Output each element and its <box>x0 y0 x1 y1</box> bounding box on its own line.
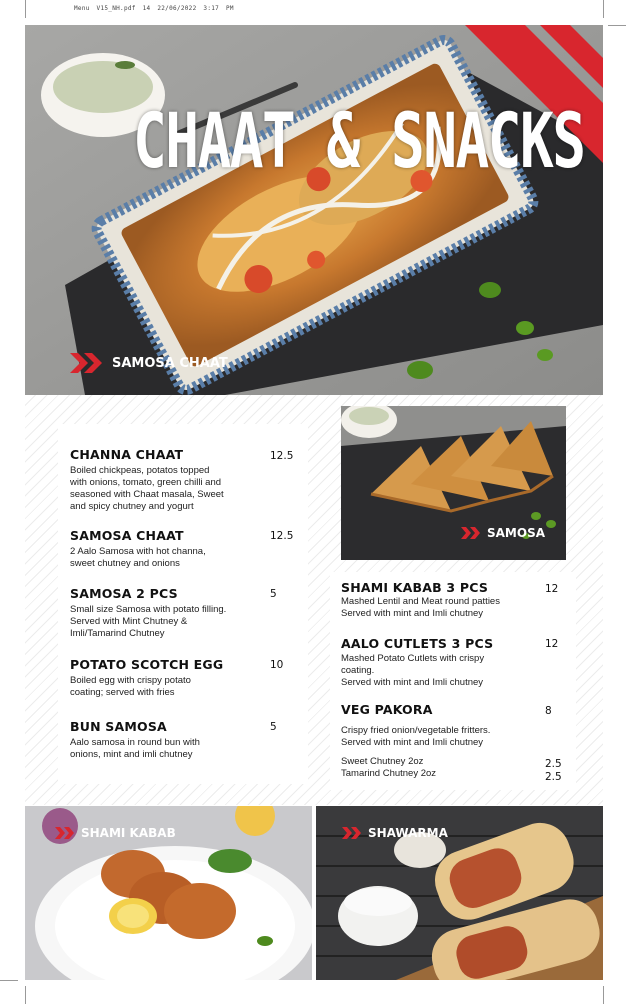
desc-line: sweet chutney and onions <box>70 558 180 569</box>
samosa-chaat-image <box>25 25 603 395</box>
item-description <box>341 653 541 689</box>
print-filename: Menu V15_NH.pdf <box>74 5 136 12</box>
shawarma-photo <box>316 806 603 980</box>
extra-price: 2.5 <box>545 771 562 783</box>
item-name: SHAMI KABAB 3 PCS <box>341 580 489 595</box>
item-price: 12 <box>545 638 559 650</box>
item-price: 5 <box>270 588 277 600</box>
menu-item <box>70 586 260 640</box>
item-name: AALO CUTLETS 3 PCS <box>341 636 494 651</box>
desc-line: coating; served with fries <box>70 687 175 698</box>
desc-line: Served with mint and Imli chutney <box>341 737 484 748</box>
print-date: 22/06/2022 <box>157 5 197 12</box>
samosa-photo <box>341 406 566 560</box>
hero-caption-text: SAMOSA CHAAT <box>112 355 228 371</box>
item-description <box>70 737 260 761</box>
desc-line: seasoned with Chaat masala, Sweet <box>70 489 224 500</box>
item-price: 5 <box>270 721 277 733</box>
print-time: 3:17 PM <box>203 5 234 12</box>
double-chevron-icon <box>70 353 106 373</box>
desc-line: Boiled chickpeas, potatos topped <box>70 465 210 476</box>
item-name: SAMOSA CHAAT <box>70 528 184 543</box>
hero-photo <box>25 25 603 395</box>
item-name: BUN SAMOSA <box>70 719 167 734</box>
shami-caption-text: SHAMI KABAB <box>81 826 176 840</box>
page-title: CHAAT & SNACKS <box>133 96 585 185</box>
item-description <box>341 725 541 749</box>
menu-item <box>70 447 260 513</box>
double-chevron-icon <box>55 827 75 839</box>
desc-line: Imli/Tamarind Chutney <box>70 628 165 639</box>
desc-line: coating. <box>341 665 375 676</box>
desc-line: Aalo samosa in round bun with <box>70 737 200 748</box>
item-description <box>70 465 260 513</box>
menu-item <box>70 657 260 699</box>
item-name: POTATO SCOTCH EGG <box>70 657 224 672</box>
menu-item <box>70 719 260 761</box>
hero-caption <box>70 353 228 373</box>
menu-item <box>341 636 541 689</box>
print-page: 14 <box>142 5 151 12</box>
desc-line: 2 Aalo Samosa with hot channa, <box>70 546 206 557</box>
print-header <box>74 5 234 12</box>
item-description <box>341 596 541 620</box>
menu-item <box>70 528 260 570</box>
menu-item <box>341 702 541 749</box>
desc-line: Served with mint and Imli chutney <box>341 608 484 619</box>
menu-item <box>341 580 541 620</box>
desc-line: Served with Mint Chutney & <box>70 616 188 627</box>
crop-mark <box>0 980 18 981</box>
double-chevron-icon <box>461 527 481 539</box>
desc-line: with onions, tomato, green chilli and <box>70 477 222 488</box>
crop-mark <box>25 986 26 1004</box>
desc-line: Mashed Lentil and Meat round patties <box>341 596 500 607</box>
shawarma-caption-text: SHAWARMA <box>368 826 448 840</box>
crop-mark <box>25 0 26 18</box>
shami-kabab-photo <box>25 806 312 980</box>
samosa-caption <box>461 526 545 540</box>
extra-name: Sweet Chutney 2oz <box>341 756 424 767</box>
item-price: 12.5 <box>270 530 294 542</box>
extra-price: 2.5 <box>545 758 562 770</box>
item-price: 12 <box>545 583 559 595</box>
samosa-caption-text: SAMOSA <box>487 526 546 540</box>
desc-line: Small size Samosa with potato filling. <box>70 604 227 615</box>
desc-line: Mashed Potato Cutlets with crispy <box>341 653 485 664</box>
extra-name: Tamarind Chutney 2oz <box>341 768 437 779</box>
desc-line: Boiled egg with crispy potato <box>70 675 191 686</box>
crop-mark <box>603 986 604 1004</box>
item-name: CHANNA CHAAT <box>70 447 184 462</box>
item-description <box>70 604 260 640</box>
shawarma-caption <box>342 826 448 840</box>
item-price: 10 <box>270 659 284 671</box>
item-price: 12.5 <box>270 450 294 462</box>
item-name: SAMOSA 2 PCS <box>70 586 178 601</box>
crop-mark <box>608 25 626 26</box>
desc-line: Crispy fried onion/vegetable fritters. <box>341 725 491 736</box>
double-chevron-icon <box>342 827 362 839</box>
shami-caption <box>55 826 176 840</box>
desc-line: and spicy chutney and yogurt <box>70 501 194 512</box>
item-price: 8 <box>545 705 552 717</box>
item-description <box>70 546 260 570</box>
desc-line: onions, mint and imli chutney <box>70 749 193 760</box>
item-description <box>70 675 260 699</box>
item-name: VEG PAKORA <box>341 702 433 717</box>
desc-line: Served with mint and Imli chutney <box>341 677 484 688</box>
crop-mark <box>603 0 604 18</box>
